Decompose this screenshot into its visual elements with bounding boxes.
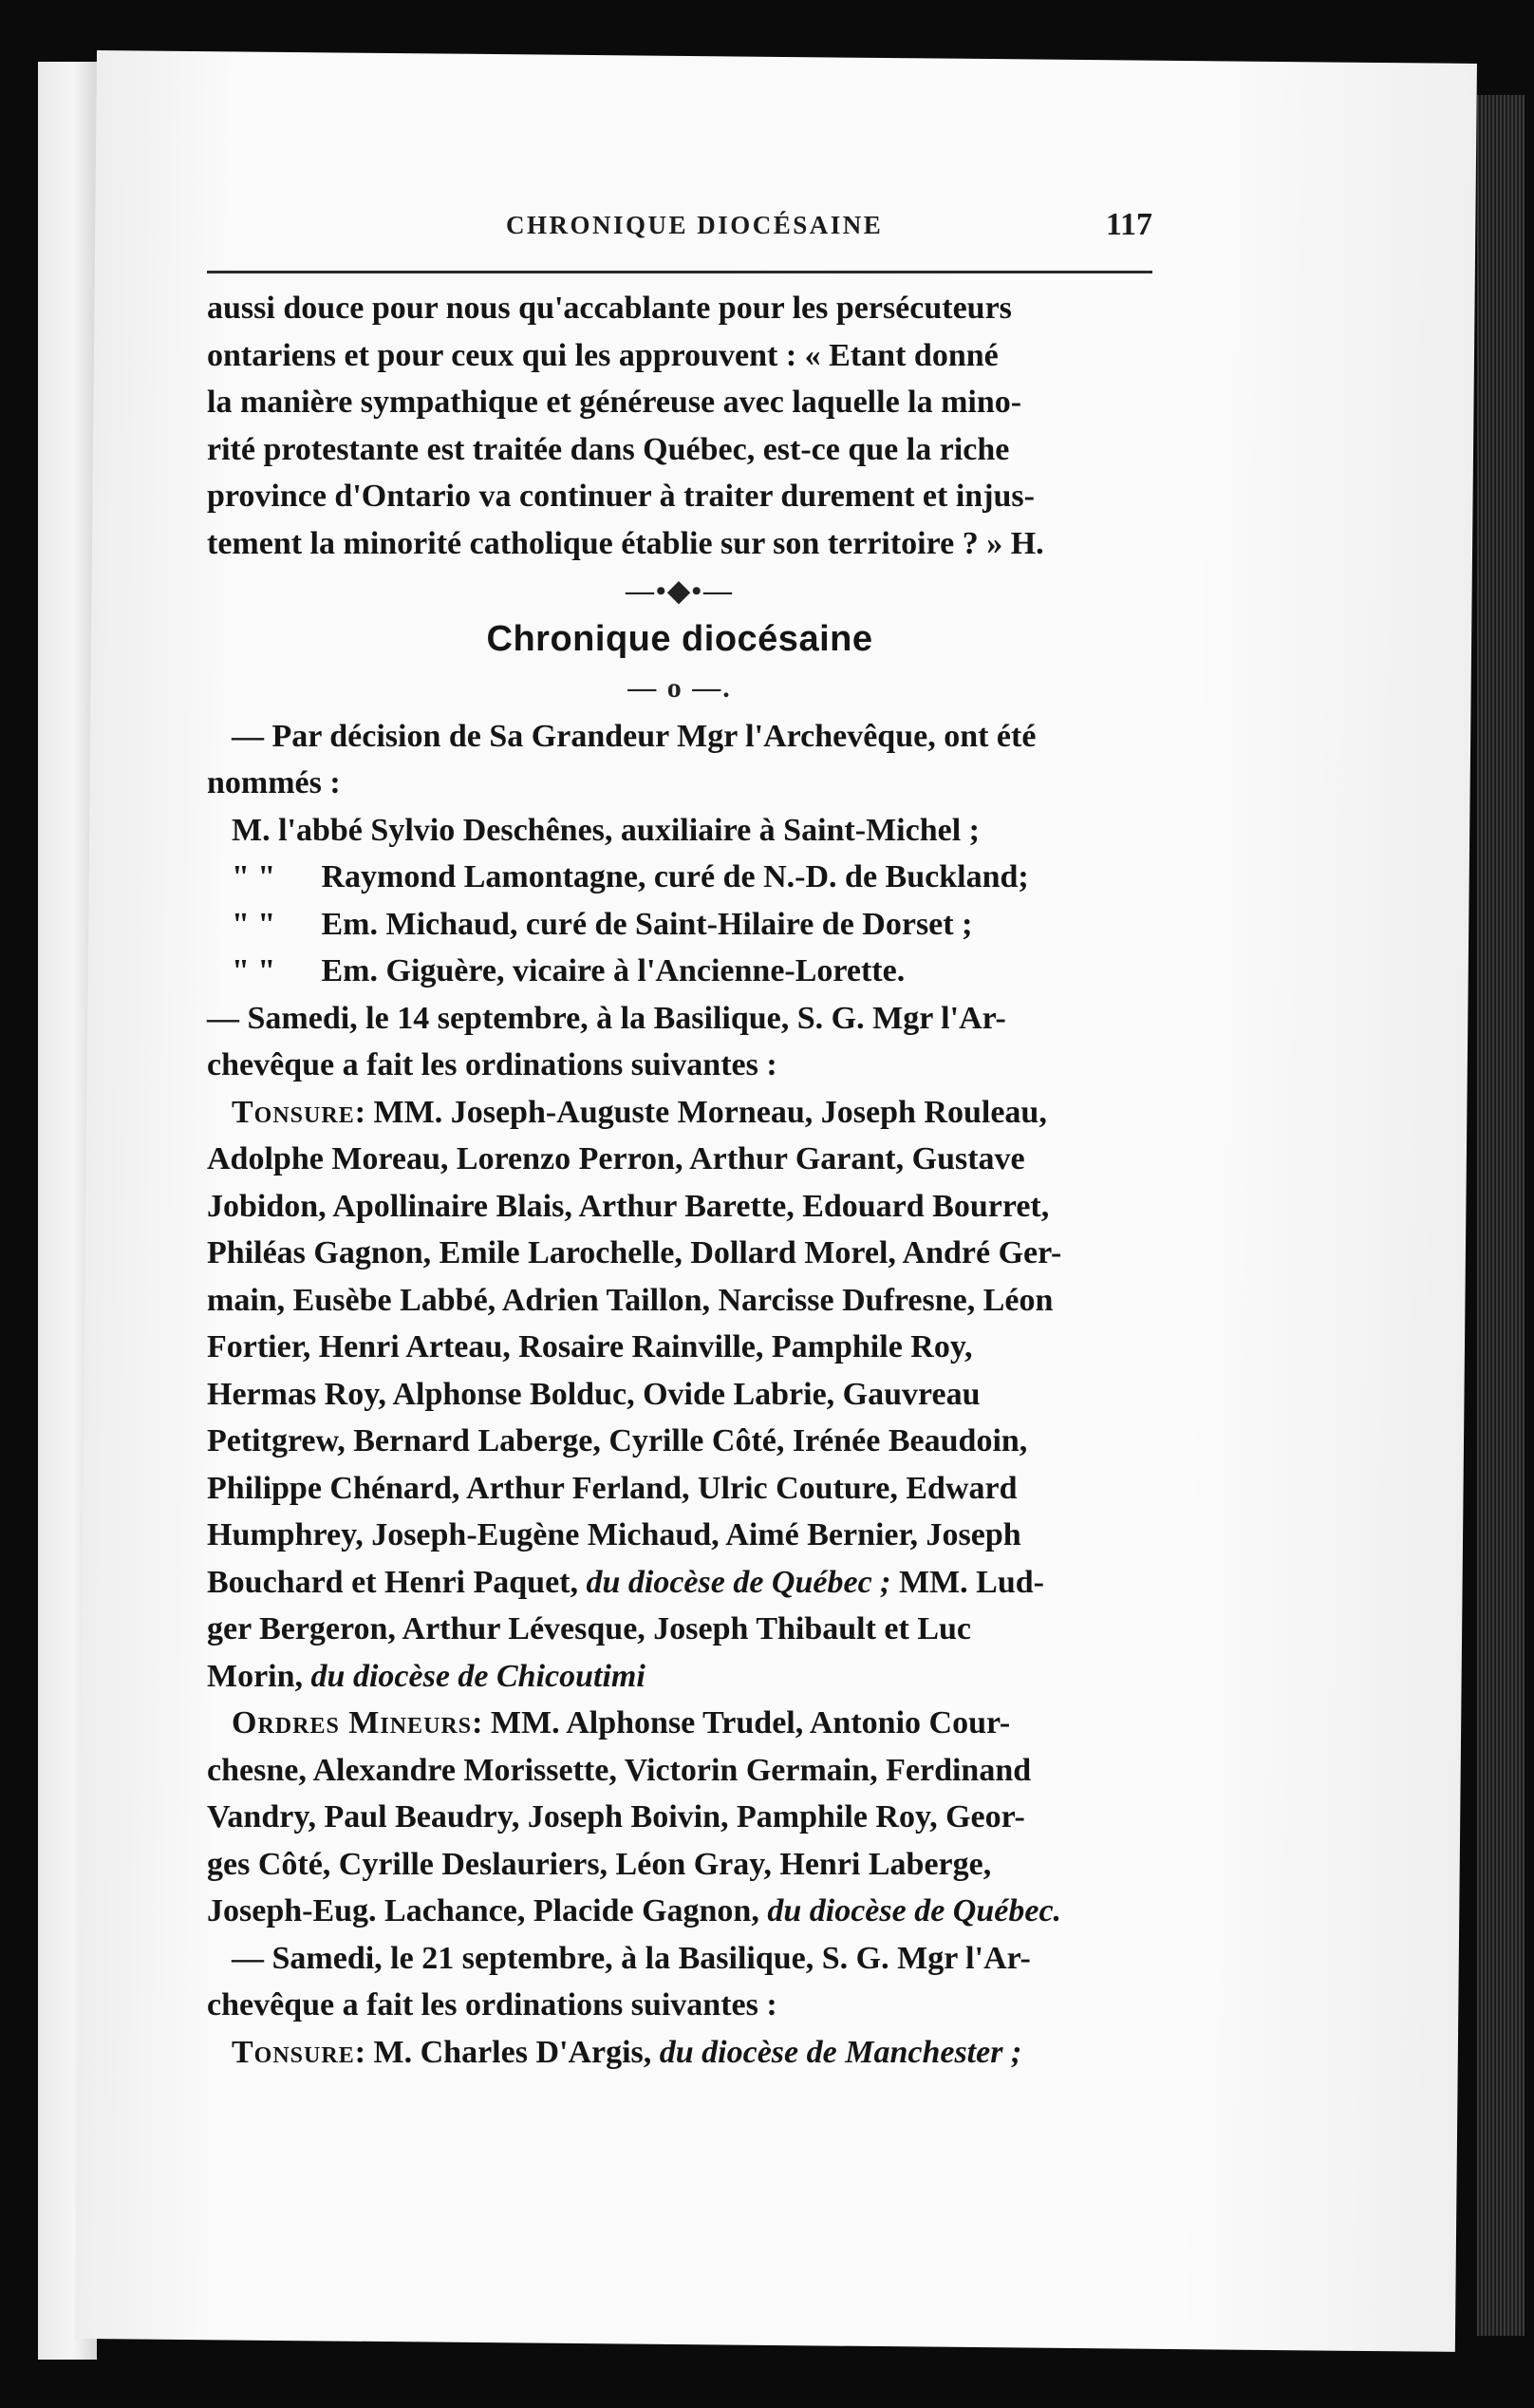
ornament-sub-divider: — o —. bbox=[627, 671, 732, 704]
tonsure-line: ger Bergeron, Arthur Lévesque, Joseph Thibault et Luc bbox=[207, 1611, 972, 1646]
appointment-prefix: M. l'abbé bbox=[232, 812, 363, 848]
tonsure-label: Tonsure bbox=[232, 1094, 355, 1130]
appointment-text: Sylvio Deschênes, auxiliaire à Saint-Michel ; bbox=[370, 812, 980, 848]
page-body bbox=[207, 285, 1152, 2076]
minor-orders-text: : MM. Alphonse Trudel, Antonio Cour- bbox=[472, 1705, 1011, 1740]
intro-line: ontariens et pour ceux qui les approuvent : « Etant donné bbox=[207, 337, 999, 373]
appointment-text: Em. Giguère, vicaire à l'Ancienne-Lorette. bbox=[321, 953, 906, 988]
header-rule bbox=[207, 271, 1152, 273]
ordination-line: — Samedi, le 21 septembre, à la Basilique, S. G. Mgr l'Ar- bbox=[232, 1940, 1031, 1976]
tonsure-line: Petitgrew, Bernard Laberge, Cyrille Côté, Irénée Beaudoin, bbox=[207, 1423, 1028, 1458]
minor-orders-line bbox=[207, 1888, 1152, 1935]
tonsure-line: Fortier, Henri Arteau, Rosaire Rainville, Pamphile Roy, bbox=[207, 1329, 973, 1364]
intro-line: la manière sympathique et généreuse avec laquelle la mino- bbox=[207, 385, 1022, 420]
tonsure-line: Philéas Gagnon, Emile Larochelle, Dollard Morel, André Ger- bbox=[207, 1235, 1062, 1270]
diocese-italic: du diocèse de Québec. bbox=[767, 1893, 1062, 1928]
book-page-edges bbox=[1477, 95, 1525, 2336]
ordination-line: chevêque a fait les ordinations suivantes : bbox=[207, 1987, 777, 2022]
diocese-italic: du diocèse de Chicoutimi bbox=[310, 1658, 645, 1694]
ornament-divider: —•◆•— bbox=[625, 575, 735, 607]
tonsure-text: : M. Charles D'Argis, bbox=[354, 2034, 652, 2070]
appointment-line bbox=[207, 854, 1152, 901]
appointment-text: Em. Michaud, curé de Saint-Hilaire de Dorset ; bbox=[321, 906, 973, 942]
ordination-line: chevêque a fait les ordinations suivantes : bbox=[207, 1047, 777, 1082]
intro-line: rité protestante est traitée dans Québec, est-ce que la riche bbox=[207, 431, 1010, 467]
minor-orders-line bbox=[207, 1700, 1152, 1747]
appointment-line bbox=[207, 807, 1152, 855]
running-title: CHRONIQUE DIOCÉSAINE bbox=[506, 211, 884, 239]
tonsure-line: Adolphe Moreau, Lorenzo Perron, Arthur Garant, Gustave bbox=[207, 1141, 1025, 1176]
tonsure-line bbox=[207, 1559, 1152, 1607]
intro-line: aussi douce pour nous qu'accablante pour les persécuteurs bbox=[207, 291, 1012, 326]
minor-orders-label: Ordres Mineurs bbox=[232, 1705, 473, 1740]
ditto-marks: " " bbox=[232, 859, 276, 894]
decision-line: nommés : bbox=[207, 765, 341, 800]
decision-line: — Par décision de Sa Grandeur Mgr l'Archevêque, ont été bbox=[232, 718, 1037, 754]
appointment-text: Raymond Lamontagne, curé de N.-D. de Buckland; bbox=[321, 859, 1029, 894]
ordination-line: — Samedi, le 14 septembre, à la Basilique, S. G. Mgr l'Ar- bbox=[207, 1000, 1006, 1036]
appointment-line bbox=[207, 901, 1152, 949]
tonsure-line bbox=[207, 2029, 1152, 2077]
tonsure-line: Hermas Roy, Alphonse Bolduc, Ovide Labrie, Gauvreau bbox=[207, 1376, 981, 1412]
tonsure-line: main, Eusèbe Labbé, Adrien Taillon, Narcisse Dufresne, Léon bbox=[207, 1282, 1054, 1318]
tonsure-text: : MM. Joseph-Auguste Morneau, Joseph Rouleau, bbox=[354, 1094, 1047, 1130]
intro-line: tement la minorité catholique établie sur son territoire ? » H. bbox=[207, 525, 1044, 561]
appointment-line bbox=[207, 948, 1152, 995]
page-number: 117 bbox=[1105, 207, 1152, 242]
section-title: Chronique diocésaine bbox=[486, 619, 873, 659]
tonsure-line: Humphrey, Joseph-Eugène Michaud, Aimé Bernier, Joseph bbox=[207, 1517, 1021, 1552]
tonsure-text: Morin, bbox=[207, 1658, 304, 1694]
minor-orders-text: Joseph-Eug. Lachance, Placide Gagnon, bbox=[207, 1893, 759, 1928]
tonsure-text: Bouchard et Henri Paquet, bbox=[207, 1564, 578, 1600]
tonsure-line bbox=[207, 1653, 1152, 1701]
tonsure-line bbox=[207, 1089, 1152, 1137]
diocese-italic: du diocèse de Manchester ; bbox=[659, 2034, 1022, 2070]
intro-line: province d'Ontario va continuer à traiter durement et injus- bbox=[207, 479, 1035, 514]
ditto-marks: " " bbox=[232, 953, 276, 988]
tonsure-line: Philippe Chénard, Arthur Ferland, Ulric Couture, Edward bbox=[207, 1470, 1018, 1506]
minor-orders-line: chesne, Alexandre Morissette, Victorin Germain, Ferdinand bbox=[207, 1752, 1032, 1788]
minor-orders-line: ges Côté, Cyrille Deslauriers, Léon Gray, Henri Laberge, bbox=[207, 1846, 992, 1882]
page-header bbox=[207, 207, 1152, 245]
tonsure-text: MM. Lud- bbox=[899, 1564, 1044, 1600]
tonsure-line: Jobidon, Apollinaire Blais, Arthur Barette, Edouard Bourret, bbox=[207, 1188, 1050, 1224]
diocese-italic: du diocèse de Québec ; bbox=[586, 1564, 891, 1600]
ditto-marks: " " bbox=[232, 906, 276, 942]
tonsure-label: Tonsure bbox=[232, 2034, 355, 2070]
minor-orders-line: Vandry, Paul Beaudry, Joseph Boivin, Pamphile Roy, Geor- bbox=[207, 1799, 1025, 1834]
